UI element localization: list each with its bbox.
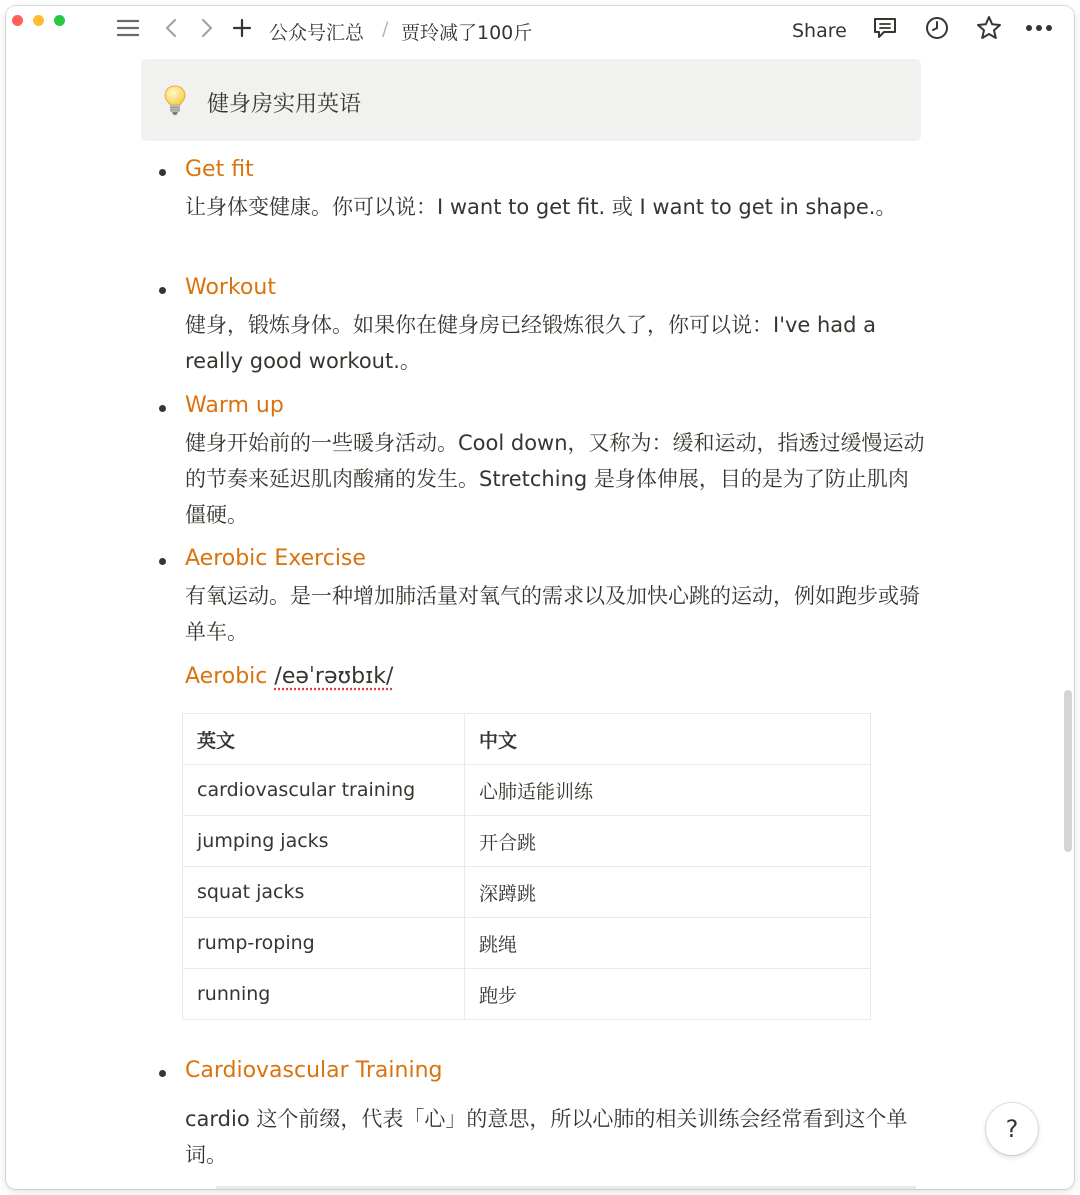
lightbulb-icon: [163, 84, 187, 118]
bullet-dot: [159, 169, 166, 176]
table-cell[interactable]: 跳绳: [465, 918, 871, 969]
add-icon[interactable]: [230, 14, 254, 42]
term-heading: Get fit: [185, 157, 254, 182]
callout-block[interactable]: [141, 59, 921, 141]
bullet-dot: [159, 405, 166, 412]
table-header-row: [183, 714, 871, 765]
menu-icon[interactable]: [114, 14, 142, 42]
term-heading: Cardiovascular Training: [185, 1058, 443, 1083]
more-icon[interactable]: [1024, 14, 1054, 42]
term-heading: Workout: [185, 275, 276, 300]
table-cell[interactable]: 深蹲跳: [465, 867, 871, 918]
term-description: cardio 这个前缀，代表「心」的意思，所以心肺的相关训练会经常看到这个单词。: [185, 1107, 908, 1167]
zoom-window-button[interactable]: [54, 15, 65, 26]
table-cell[interactable]: squat jacks: [183, 867, 465, 918]
table-row: [183, 816, 871, 867]
breadcrumb-separator: /: [382, 18, 389, 40]
vertical-scrollbar[interactable]: [1064, 690, 1072, 852]
term-description: 健身开始前的一些暖身活动。Cool down，又称为：缓和运动，指透过缓慢运动的节奏来延迟肌肉酸痛的发生。Stretching 是身体伸展，目的是为了防止肌肉僵硬。: [185, 431, 925, 527]
star-icon[interactable]: [974, 14, 1004, 42]
term-description: 有氧运动。是一种增加肺活量对氧气的需求以及加快心跳的运动，例如跑步或骑单车。: [185, 584, 920, 644]
divider: [216, 1186, 916, 1189]
share-button[interactable]: Share: [792, 20, 847, 42]
table-cell[interactable]: running: [183, 969, 465, 1020]
aerobic-word: Aerobic: [185, 664, 268, 689]
table-row: [183, 969, 871, 1020]
term-heading: Warm up: [185, 393, 284, 418]
term-description: 健身，锻炼身体。如果你在健身房已经锻炼很久了，你可以说：I've had a really good workout.。: [185, 313, 877, 373]
breadcrumb-current[interactable]: 贾玲减了100斤: [401, 22, 533, 44]
history-icon[interactable]: [922, 14, 952, 42]
vocabulary-table: [182, 713, 871, 1020]
top-bar: [6, 6, 1074, 54]
forward-icon[interactable]: [196, 14, 218, 42]
table-header-cell[interactable]: 中文: [465, 714, 871, 765]
table-cell[interactable]: 跑步: [465, 969, 871, 1020]
pronunciation-line: [185, 664, 393, 689]
minimize-window-button[interactable]: [33, 15, 44, 26]
close-window-button[interactable]: [12, 15, 23, 26]
bullet-dot: [159, 1070, 166, 1077]
table-row: [183, 765, 871, 816]
term-description: 让身体变健康。你可以说：I want to get fit. 或 I want to get in shape.。: [185, 195, 897, 219]
bullet-dot: [159, 287, 166, 294]
bullet-dot: [159, 558, 166, 565]
table-cell[interactable]: 开合跳: [465, 816, 871, 867]
table-cell[interactable]: cardiovascular training: [183, 765, 465, 816]
table-cell[interactable]: 心肺适能训练: [465, 765, 871, 816]
term-heading: Aerobic Exercise: [185, 546, 366, 571]
comment-icon[interactable]: [870, 14, 900, 42]
aerobic-ipa: [274, 664, 393, 689]
table-row: [183, 918, 871, 969]
table-cell[interactable]: rump-roping: [183, 918, 465, 969]
ipa-text: /eəˈrəʊbɪk/: [274, 664, 394, 689]
table-cell[interactable]: jumping jacks: [183, 816, 465, 867]
notion-window: [6, 6, 1074, 1189]
callout-text: 健身房实用英语: [207, 92, 362, 117]
table-header-cell[interactable]: 英文: [183, 714, 465, 765]
back-icon[interactable]: [160, 14, 182, 42]
breadcrumb-parent[interactable]: 公众号汇总: [269, 22, 365, 44]
table-row: [183, 867, 871, 918]
help-button[interactable]: ?: [986, 1103, 1038, 1155]
